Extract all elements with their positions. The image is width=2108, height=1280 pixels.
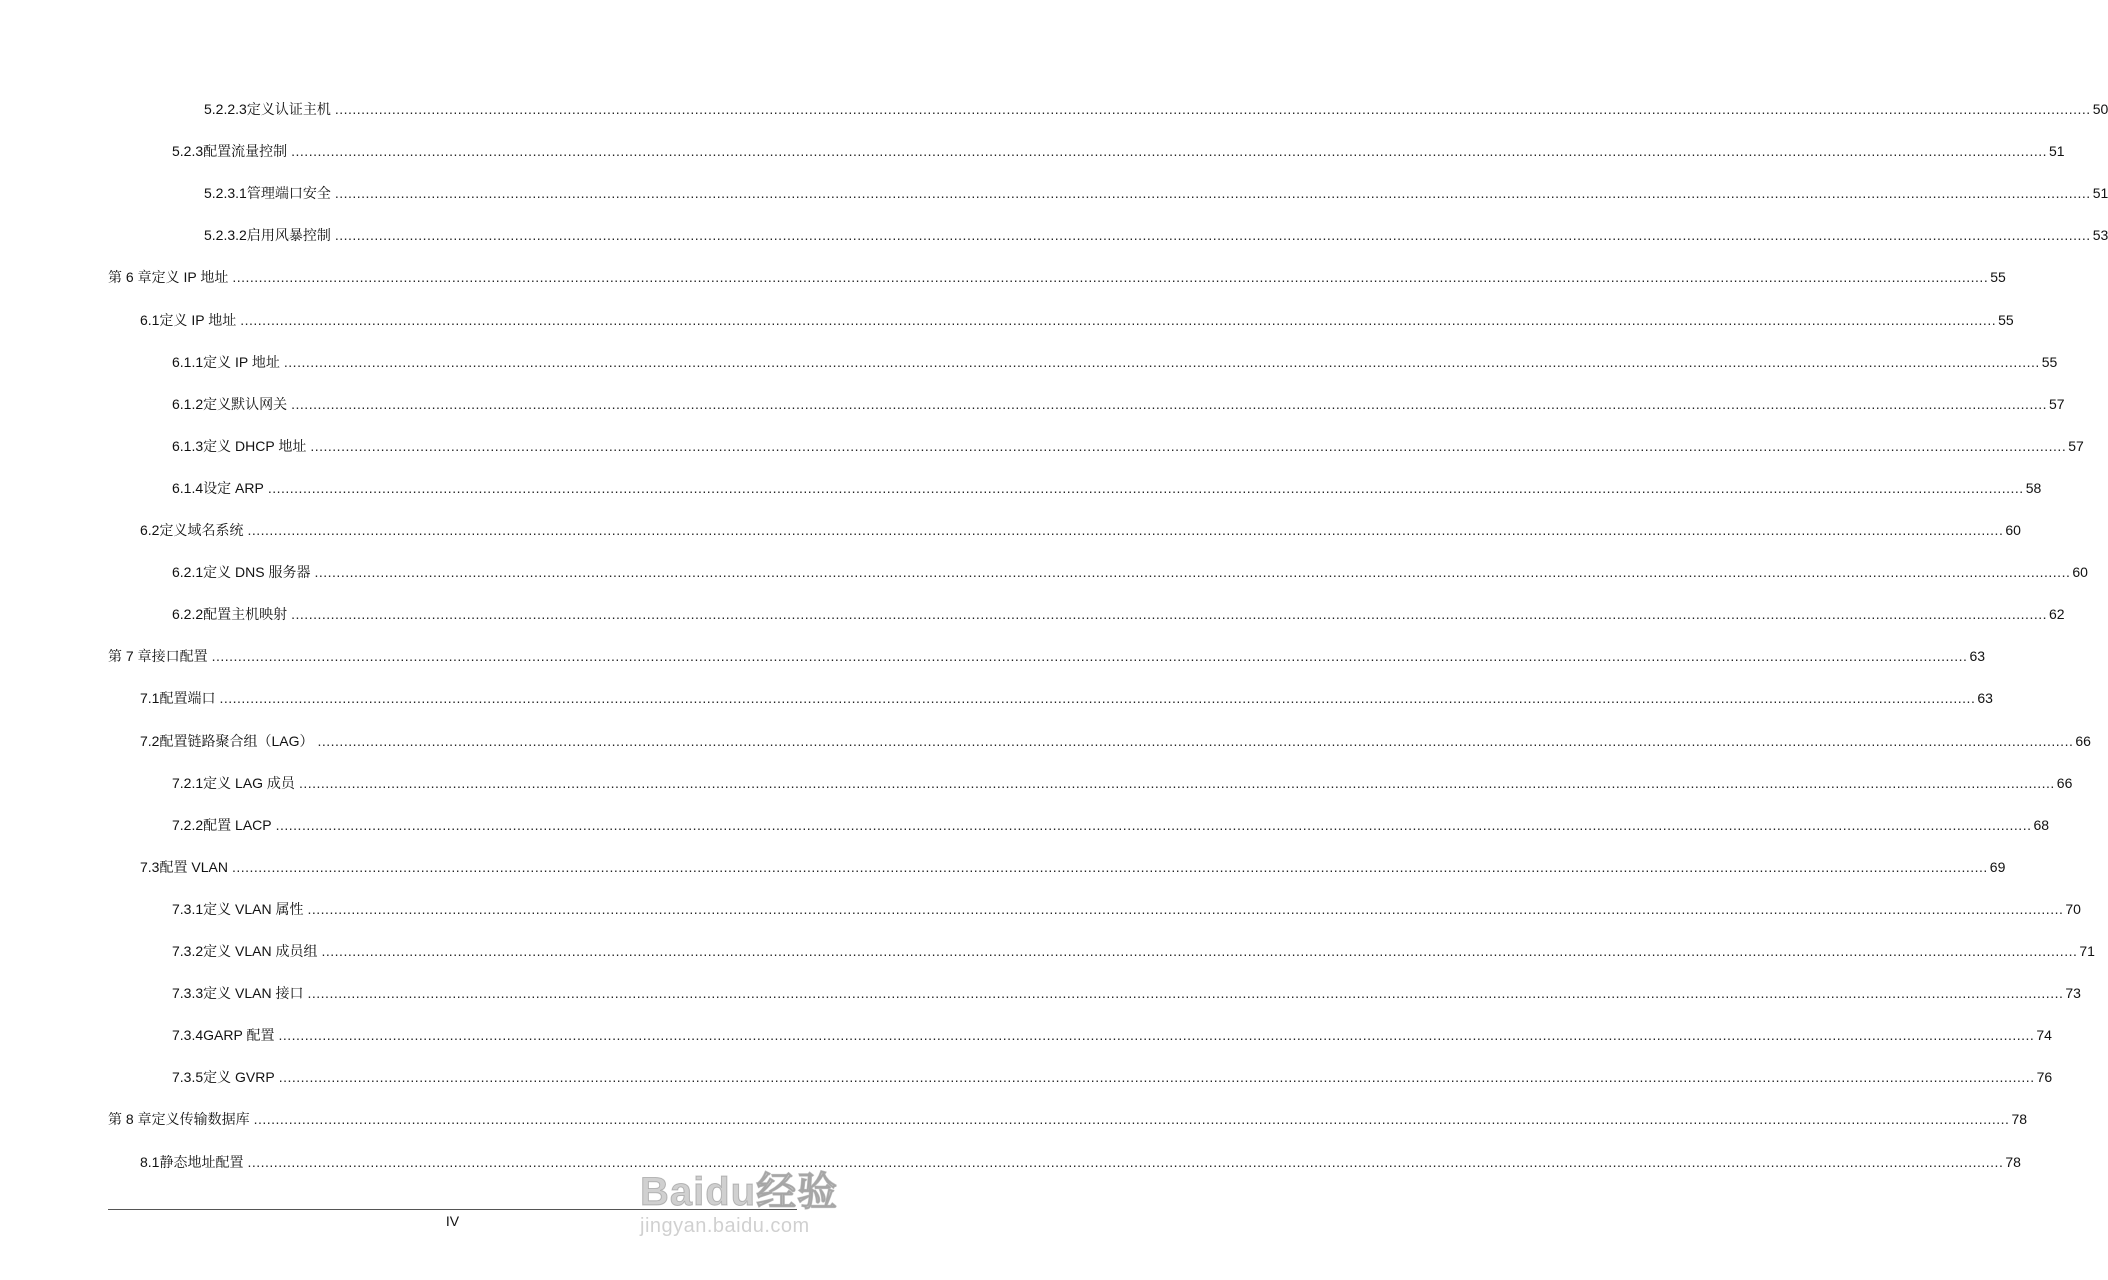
- toc-dot-leader: ................................................................................................................................................................................................................................................................................................................................................................................................................: [231, 858, 1988, 875]
- watermark-logo: Baidu经验: [640, 1170, 839, 1214]
- toc-dot-leader: ................................................................................................................................................................................................................................................................................................................................................................................................................: [334, 185, 2091, 202]
- toc-entry-title: 定义 VLAN 属性: [203, 900, 304, 917]
- toc-dot-leader: ................................................................................................................................................................................................................................................................................................................................................................................................................: [240, 311, 1997, 328]
- toc-entry[interactable]: [204, 98, 2108, 118]
- toc-entry-page: 66: [2056, 774, 2073, 791]
- toc-entry-title: 定义传输数据库: [151, 1111, 250, 1128]
- toc-dot-leader: ................................................................................................................................................................................................................................................................................................................................................................................................................: [307, 985, 2064, 1002]
- toc-entry[interactable]: [140, 309, 2014, 329]
- toc-entry-number: 5.2.2.3: [204, 101, 247, 117]
- toc-entry-title: 定义 IP 地址: [151, 269, 229, 286]
- toc-entry-title: 静态地址配置: [159, 1153, 244, 1170]
- toc-dot-leader: ................................................................................................................................................................................................................................................................................................................................................................................................................: [232, 269, 1989, 286]
- toc-entry[interactable]: [108, 645, 1986, 665]
- toc-dot-leader: ................................................................................................................................................................................................................................................................................................................................................................................................................: [321, 943, 2078, 959]
- toc-dot-leader: ................................................................................................................................................................................................................................................................................................................................................................................................................: [247, 522, 2004, 538]
- toc-entry-number: 7.2: [140, 732, 160, 749]
- toc-entry-title: 定义 LAG 成员: [203, 774, 295, 791]
- toc-entry-number: 7.3: [140, 858, 160, 875]
- toc-entry-number: 7.3.1: [172, 900, 204, 917]
- toc-entry-page: 68: [2033, 816, 2050, 833]
- toc-entry[interactable]: [204, 224, 2108, 244]
- toc-entry-number: 6.1.1: [172, 353, 204, 370]
- toc-dot-leader: ................................................................................................................................................................................................................................................................................................................................................................................................................: [291, 606, 2047, 623]
- toc-entry-number: 6.2: [140, 522, 160, 538]
- toc-entry-page: 58: [2025, 479, 2042, 496]
- toc-entry-page: 73: [2065, 985, 2081, 1002]
- toc-entry-title: 定义 DNS 服务器: [203, 564, 311, 581]
- toc-dot-leader: ................................................................................................................................................................................................................................................................................................................................................................................................................: [334, 227, 2091, 244]
- toc-entry[interactable]: [172, 603, 2065, 623]
- toc-entry-number: 7.3.5: [172, 1069, 204, 1086]
- toc-entry-title: 配置 LACP: [203, 816, 272, 833]
- toc-entry-title: GARP 配置: [203, 1027, 275, 1044]
- toc-entry[interactable]: [140, 519, 2021, 539]
- toc-entry-title: 接口配置: [151, 648, 208, 665]
- toc-entry-number: 7.3.4: [172, 1027, 204, 1044]
- toc-entry[interactable]: [108, 266, 2006, 286]
- toc-dot-leader: ................................................................................................................................................................................................................................................................................................................................................................................................................: [278, 1069, 2035, 1086]
- toc-entry-number: 5.2.3: [172, 143, 204, 160]
- toc-dot-leader: ................................................................................................................................................................................................................................................................................................................................................................................................................: [310, 437, 2067, 454]
- toc-entry-title: 启用风暴控制: [246, 227, 331, 244]
- toc-entry-page: 51: [2092, 185, 2108, 202]
- toc-dot-leader: ................................................................................................................................................................................................................................................................................................................................................................................................................: [253, 1111, 2010, 1128]
- toc-entry-page: 62: [2049, 606, 2065, 623]
- toc-entry-number: 5.2.3.2: [204, 227, 247, 244]
- toc-entry[interactable]: [172, 1024, 2052, 1044]
- toc-entry-number: 第 7 章: [108, 648, 152, 665]
- watermark-url: jingyan.baidu.com: [640, 1215, 810, 1237]
- toc-entry-title: 定义认证主机: [246, 101, 331, 117]
- toc-entry-title: 配置主机映射: [203, 606, 288, 623]
- toc-dot-leader: ................................................................................................................................................................................................................................................................................................................................................................................................................: [211, 648, 1968, 665]
- toc-entry-number: 第 6 章: [108, 269, 152, 286]
- toc-entry[interactable]: [140, 856, 2006, 876]
- toc-entry-page: 78: [2011, 1111, 2028, 1128]
- toc-entry-page: 76: [2036, 1069, 2053, 1086]
- toc-entry-number: 6.1.4: [172, 479, 204, 496]
- toc-entry-title: 设定 ARP: [203, 479, 264, 496]
- toc-entry[interactable]: [172, 1066, 2053, 1086]
- toc-entry[interactable]: [172, 940, 2095, 960]
- toc-entry-title: 定义 DHCP 地址: [203, 437, 307, 454]
- footer-page-number: IV: [445, 1213, 460, 1229]
- toc-entry[interactable]: [140, 687, 1993, 707]
- toc-entry[interactable]: [172, 561, 2088, 581]
- toc-entry[interactable]: [140, 730, 2091, 750]
- toc-entry[interactable]: [172, 351, 2058, 371]
- toc-dot-leader: ................................................................................................................................................................................................................................................................................................................................................................................................................: [298, 774, 2055, 791]
- toc-entry-page: 57: [2068, 437, 2084, 454]
- toc-entry-number: 5.2.3.1: [204, 185, 247, 202]
- toc-dot-leader: ................................................................................................................................................................................................................................................................................................................................................................................................................: [219, 690, 1976, 707]
- toc-entry-number: 7.2.1: [172, 774, 204, 791]
- toc-entry-number: 7.3.3: [172, 985, 204, 1002]
- toc-dot-leader: ................................................................................................................................................................................................................................................................................................................................................................................................................: [291, 395, 2047, 412]
- toc-entry[interactable]: [172, 772, 2073, 792]
- toc-entry-title: 配置流量控制: [203, 143, 288, 160]
- toc-entry[interactable]: [172, 982, 2081, 1002]
- toc-entry-title: 配置链路聚合组（LAG）: [159, 732, 314, 749]
- toc-entry-title: 定义 IP 地址: [203, 353, 280, 370]
- toc-entry[interactable]: [172, 814, 2050, 834]
- toc-dot-leader: ................................................................................................................................................................................................................................................................................................................................................................................................................: [317, 732, 2074, 749]
- toc-dot-leader: ................................................................................................................................................................................................................................................................................................................................................................................................................: [267, 479, 2024, 496]
- toc-entry-title: 配置端口: [159, 690, 216, 707]
- toc-entry-title: 定义默认网关: [203, 395, 288, 412]
- toc-dot-leader: ................................................................................................................................................................................................................................................................................................................................................................................................................: [275, 816, 2032, 833]
- toc-dot-leader: ................................................................................................................................................................................................................................................................................................................................................................................................................: [334, 101, 2091, 117]
- toc-entry[interactable]: [172, 477, 2042, 497]
- toc-entry-number: 6.1: [140, 311, 160, 328]
- toc-entry-page: 60: [2005, 522, 2021, 538]
- toc-entry-page: 71: [2079, 943, 2095, 959]
- toc-entry-page: 51: [2049, 143, 2065, 160]
- toc-entry-page: 78: [2005, 1153, 2021, 1170]
- toc-entry-page: 60: [2072, 564, 2088, 581]
- toc-entry-number: 7.3.2: [172, 943, 204, 959]
- toc-entry-page: 50: [2092, 101, 2108, 117]
- toc-entry[interactable]: [172, 898, 2081, 918]
- toc-entry-title: 定义 IP 地址: [159, 311, 237, 328]
- toc-entry-page: 66: [2075, 732, 2091, 749]
- toc-entry-title: 定义域名系统: [159, 522, 244, 538]
- toc-entry-number: 7.1: [140, 690, 160, 707]
- toc-entry[interactable]: [172, 393, 2065, 413]
- toc-entry-number: 6.2.1: [172, 564, 204, 581]
- toc-dot-leader: ................................................................................................................................................................................................................................................................................................................................................................................................................: [314, 564, 2071, 581]
- toc-entry-page: 55: [1990, 269, 2006, 286]
- toc-entry-number: 6.1.2: [172, 395, 204, 412]
- toc-dot-leader: ................................................................................................................................................................................................................................................................................................................................................................................................................: [278, 1027, 2035, 1044]
- toc-entry-page: 70: [2065, 900, 2081, 917]
- toc-entry-page: 57: [2049, 395, 2065, 412]
- toc-entry-page: 74: [2036, 1027, 2052, 1044]
- toc-entry-title: 管理端口安全: [246, 185, 331, 202]
- toc-entry[interactable]: [108, 1108, 2028, 1128]
- toc-entry-number: 6.1.3: [172, 437, 204, 454]
- toc-entry-number: 第 8 章: [108, 1111, 152, 1128]
- toc-dot-leader: ................................................................................................................................................................................................................................................................................................................................................................................................................: [307, 900, 2064, 917]
- toc-entry-number: 8.1: [140, 1153, 160, 1170]
- baidu-jingyan-watermark: [640, 1160, 880, 1260]
- toc-entry-page: 55: [1998, 311, 2014, 328]
- toc-entry[interactable]: [172, 140, 2065, 160]
- toc-entry-page: 53: [2092, 227, 2108, 244]
- toc-entry-page: 63: [1977, 690, 1993, 707]
- toc-entry-page: 55: [2041, 353, 2058, 370]
- toc-entry-title: 定义 VLAN 成员组: [203, 943, 318, 959]
- toc-dot-leader: ................................................................................................................................................................................................................................................................................................................................................................................................................: [247, 1153, 2004, 1170]
- toc-entry-title: 配置 VLAN: [159, 858, 228, 875]
- toc-entry[interactable]: [204, 182, 2108, 202]
- toc-dot-leader: ................................................................................................................................................................................................................................................................................................................................................................................................................: [283, 353, 2040, 370]
- toc-entry-title: 定义 GVRP: [203, 1069, 275, 1086]
- toc-entry-page: 63: [1969, 648, 1986, 665]
- toc-dot-leader: ................................................................................................................................................................................................................................................................................................................................................................................................................: [291, 143, 2047, 160]
- toc-entry[interactable]: [172, 435, 2084, 455]
- toc-entry-page: 69: [1989, 858, 2006, 875]
- toc-entry-number: 6.2.2: [172, 606, 204, 623]
- toc-entry-number: 7.2.2: [172, 816, 204, 833]
- toc-entry-title: 定义 VLAN 接口: [203, 985, 304, 1002]
